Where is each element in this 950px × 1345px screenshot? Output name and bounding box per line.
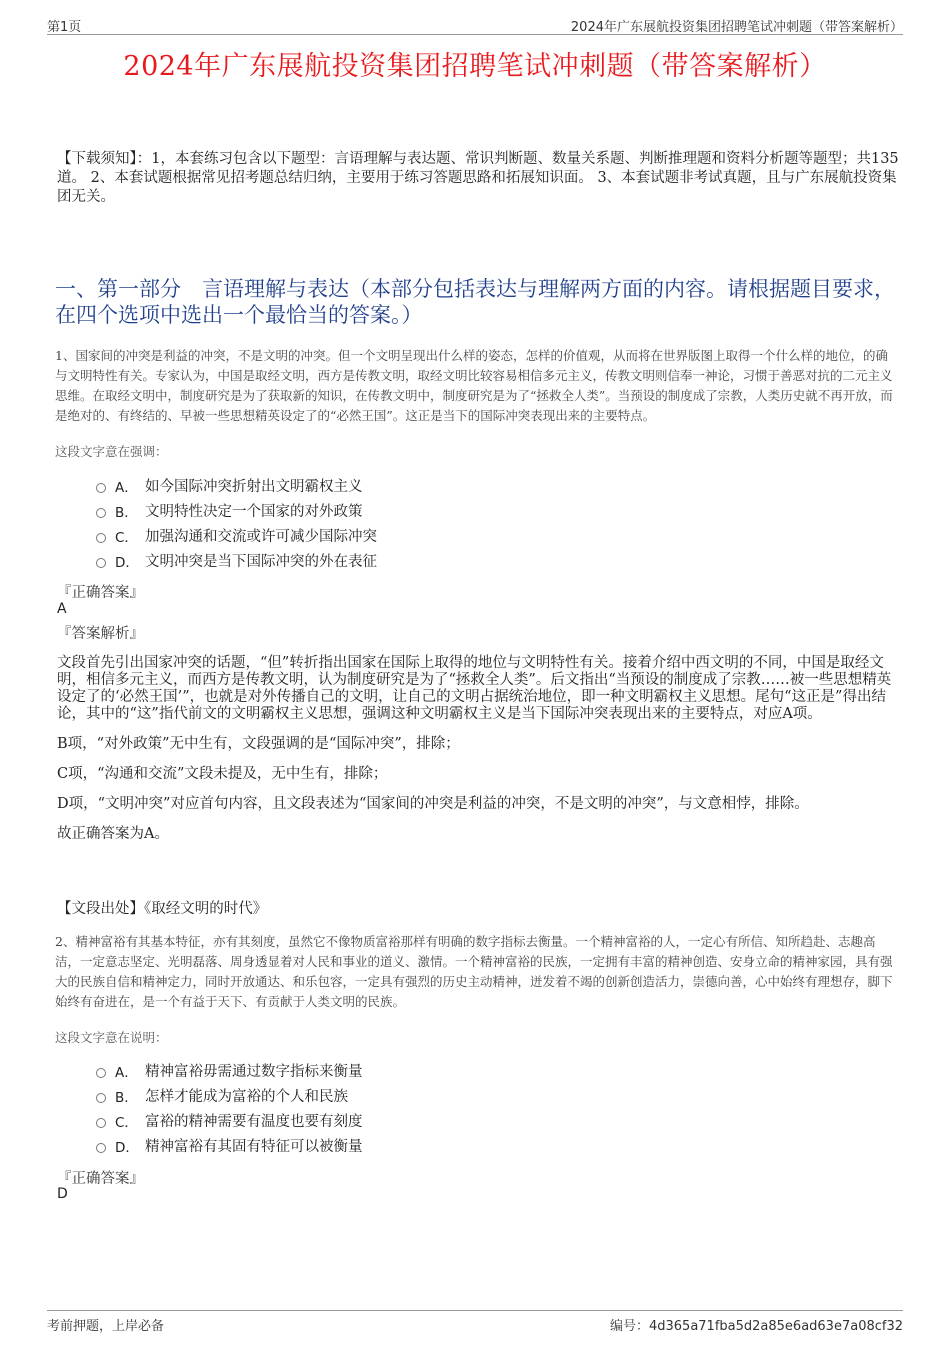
question-2-option-b[interactable]: B． 怎样才能成为富裕的个人和民族 (96, 1083, 696, 1108)
analysis-paragraph: B项，“对外政策”无中生有，文段强调的是“国际冲突”，排除； (57, 736, 460, 752)
option-text: 怎样才能成为富裕的个人和民族 (145, 1089, 348, 1105)
document-code (610, 1315, 903, 1334)
question-1-answer: A (57, 601, 67, 617)
header-doc-title: 2024年广东展航投资集团招聘笔试冲刺题（带答案解析） (570, 20, 903, 35)
analysis-paragraph: 文段首先引出国家冲突的话题，“但”转折指出国家在国际上取得的地位与文明特性有关。接着介绍中西文明的不同，中国是取经文明，相信多元主义，而西方是传教文明，认为制度研究是为了“拯救全人类”。后文指出“当预设的制度成了宗教……被一些思想精英设定了的‘必然王国’”，也就是对外传播自己的文明，让自己的文明占据统治地位，即一种文明霸权主义思想。尾句“这正是”得出结论，其中的“这”指代前文的文明霸权主义思想，强调这种文明霸权主义是当下国际冲突表现出来的主要特点，对应A项。 (57, 655, 892, 722)
question-2-answer-label: 『正确答案』 (57, 1171, 144, 1187)
radio-icon[interactable] (96, 483, 106, 493)
question-2-options (96, 1058, 696, 1158)
radio-icon[interactable] (96, 1093, 106, 1103)
option-text: 如今国际冲突折射出文明霸权主义 (145, 479, 363, 495)
question-2-option-c[interactable]: C． 富裕的精神需要有温度也要有刻度 (96, 1108, 696, 1133)
radio-icon[interactable] (96, 1143, 106, 1153)
analysis-paragraph: 故正确答案为A。 (57, 826, 169, 842)
radio-icon[interactable] (96, 1118, 106, 1128)
question-1-prompt: 这段文字意在强调： (55, 444, 168, 459)
page-header (47, 14, 903, 35)
download-notice: 【下载须知】：1，本套练习包含以下题型：言语理解与表达题、常识判断题、数量关系题、判断推理题和资料分析题等题型；共135道。 2、本套试题根据常见招考题总结归纳，主要用于练习答题思路和拓展知识面。 3、本套试题非考试真题，且与广东展航投资集团无关。 (57, 151, 899, 205)
question-1-option-a[interactable]: A． 如今国际冲突折射出文明霸权主义 (96, 473, 696, 498)
question-1-answer-label: 『正确答案』 (57, 585, 144, 601)
question-2-option-a[interactable]: A． 精神富裕毋需通过数字指标来衡量 (96, 1058, 696, 1083)
question-1-stem: 1、国家间的冲突是利益的冲突，不是文明的冲突。但一个文明呈现出什么样的姿态，怎样的价值观，从而将在世界版图上取得一个什么样的地位，的确与文明特性有关。专家认为，中国是取经文明，西方是传教文明，取经文明比较容易相信多元主义，传教文明则信奉一神论，习惯于善恶对抗的二元主义思维。在取经文明中，制度研究是为了获取新的知识，在传教文明中，制度研究是为了“拯救全人类”。当预设的制度成了宗教，人类历史就不再开放，而是绝对的、有终结的、早被一些思想精英设定了的“必然王国”。这正是当下的国际冲突表现出来的主要特点。 (55, 348, 893, 423)
page-footer (47, 1310, 903, 1333)
question-1-option-b[interactable]: B． 文明特性决定一个国家的对外政策 (96, 498, 696, 523)
page-number: 第1页 (47, 20, 82, 35)
option-text: 加强沟通和交流或许可减少国际冲突 (145, 529, 377, 545)
question-2-stem: 2、精神富裕有其基本特征，亦有其刻度，虽然它不像物质富裕那样有明确的数字指标去衡量。一个精神富裕的人，一定心有所信、知所趋赴、志趣高洁，一定意志坚定、光明磊落、周身透显着对人民和事业的道义、激情。一个精神富裕的民族，一定拥有丰富的精神创造、安身立命的精神家园，具有强大的民族自信和精神定力，同时开放通达、和乐包容，一定具有强烈的历史主动精神，迸发着不竭的创新创造活力，崇德向善，心中始终有理想存，脚下始终有奋进在，是一个有益于天下、有贡献于人类文明的民族。 (55, 934, 893, 1009)
question-1-analysis (57, 655, 897, 856)
option-text: 精神富裕毋需通过数字指标来衡量 (145, 1064, 363, 1080)
code-value: 4d365a71fba5d2a85e6ad63e7a08cf32 (648, 1319, 903, 1334)
option-text: 文明特性决定一个国家的对外政策 (145, 504, 363, 520)
question-1-analysis-label: 『答案解析』 (57, 626, 144, 642)
document-title: 2024年广东展航投资集团招聘笔试冲刺题（带答案解析） (123, 51, 827, 82)
radio-icon[interactable] (96, 1068, 106, 1078)
option-text: 富裕的精神需要有温度也要有刻度 (145, 1114, 363, 1130)
code-label: 编号： (609, 1319, 649, 1334)
option-text: 文明冲突是当下国际冲突的外在表征 (145, 554, 377, 570)
question-2-answer: D (57, 1186, 68, 1202)
question-1-option-c[interactable]: C． 加强沟通和交流或许可减少国际冲突 (96, 523, 696, 548)
question-2-option-d[interactable]: D． 精神富裕有其固有特征可以被衡量 (96, 1133, 696, 1158)
analysis-paragraph: C项，“沟通和交流”文段未提及，无中生有，排除； (57, 766, 388, 782)
question-1-option-d[interactable]: D． 文明冲突是当下国际冲突的外在表征 (96, 548, 696, 573)
analysis-paragraph: D项，“文明冲突”对应首句内容，且文段表述为“国家间的冲突是利益的冲突，不是文明的冲突”，与文意相悖，排除。 (57, 796, 809, 812)
section-heading: 一、第一部分 言语理解与表达（本部分包括表达与理解两方面的内容。请根据题目要求，在四个选项中选出一个最恰当的答案。） (55, 277, 895, 327)
radio-icon[interactable] (96, 533, 106, 543)
radio-icon[interactable] (96, 558, 106, 568)
radio-icon[interactable] (96, 508, 106, 518)
question-1-options (96, 473, 696, 573)
option-text: 精神富裕有其固有特征可以被衡量 (145, 1139, 363, 1155)
question-2-prompt: 这段文字意在说明： (55, 1030, 168, 1045)
footer-slogan: 考前押题，上岸必备 (47, 1319, 165, 1334)
question-1-source: 【文段出处】《取经文明的时代》 (57, 901, 268, 917)
